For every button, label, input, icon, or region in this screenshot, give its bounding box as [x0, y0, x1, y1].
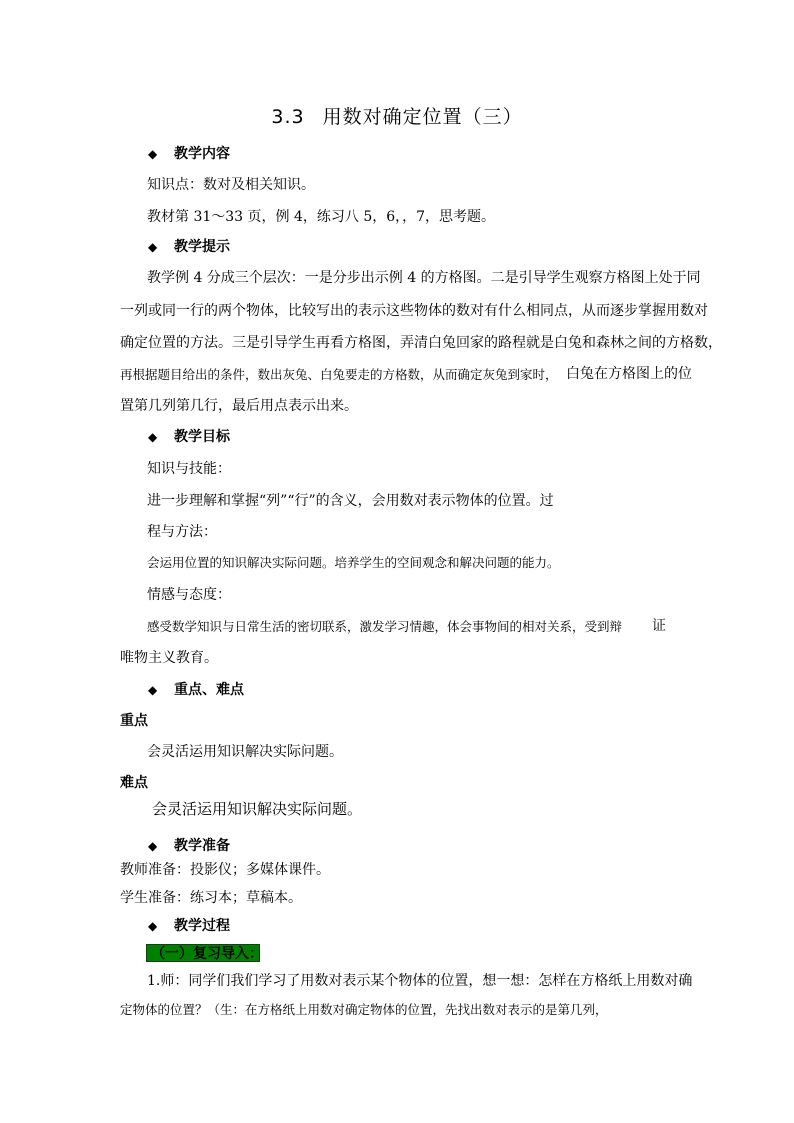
- title-text: 用数对确定位置（三）: [322, 106, 523, 128]
- difficulty-label: 难点: [120, 775, 148, 791]
- tips-line-5: 置第几列第几行，最后用点表示出来。: [120, 398, 358, 414]
- goals-line-1: 知识与技能：: [147, 461, 231, 477]
- key-label: 重点: [120, 713, 148, 729]
- process-line-2: 定物体的位置？（生：在方格纸上用数对确定物体的位置，先找出数对表示的是第几列，: [120, 1002, 608, 1017]
- key-text: 会灵活运用知识解决实际问题。: [147, 744, 343, 760]
- diamond-bullet-icon: ◆: [148, 919, 158, 933]
- diamond-bullet-icon: ◆: [148, 839, 158, 853]
- prep-line-2: 学生准备：练习本；草稿本。: [120, 890, 302, 906]
- goals-line-7: 唯物主义教育。: [120, 650, 218, 666]
- diamond-bullet-icon: ◆: [148, 683, 158, 697]
- goals-line-6b: 证: [652, 618, 666, 634]
- goals-line-5: 情感与态度：: [147, 587, 231, 603]
- tips-line-1: 教学例 4 分成三个层次：一是分步出示例 4 的方格图。二是引导学生观察方格图上处于同: [147, 270, 701, 286]
- content-line-2: 教材第 31～33 页，例 4，练习八 5，6，，7，思考题。: [147, 209, 496, 225]
- prep-line-1: 教师准备：投影仪；多媒体课件。: [120, 862, 330, 878]
- tips-line-3: 确定位置的方法。三是引导学生再看方格图，弄清白兔回家的路程就是白兔和森林之间的方格数，: [120, 335, 722, 351]
- section-heading-process: ◆ 教学过程: [148, 918, 230, 934]
- section-heading-goals: ◆ 教学目标: [148, 429, 230, 445]
- highlighted-subheading: （一）复习导入：: [146, 944, 260, 962]
- tips-line-4: 再根据题目给出的条件，数出灰兔、白兔要走的方格数，从而确定灰兔到家时，: [120, 367, 558, 382]
- content-line-1: 知识点：数对及相关知识。: [147, 177, 315, 193]
- goals-line-3: 程与方法：: [147, 524, 217, 540]
- goals-line-6: 感受数学知识与日常生活的密切联系，激发学习情趣，体会事物间的相对关系，受到辩: [147, 619, 623, 634]
- section-heading-tips: ◆ 教学提示: [148, 239, 230, 255]
- goals-line-4: 会运用位置的知识解决实际问题。培养学生的空间观念和解决问题的能力。: [147, 555, 560, 570]
- section-heading-content: ◆ 教学内容: [148, 146, 230, 162]
- difficulty-text: 会灵活运用知识解决实际问题。: [152, 800, 363, 818]
- section-heading-keypoints: ◆ 重点、难点: [148, 682, 244, 698]
- process-line-1: 1.师：同学们我们学习了用数对表示某个物体的位置，想一想：怎样在方格纸上用数对确: [147, 973, 693, 989]
- diamond-bullet-icon: ◆: [148, 240, 158, 254]
- tips-line-2: 一列或同一行的两个物体，比较写出的表示这些物体的数对有什么相同点，从而逐步掌握用数对: [120, 303, 708, 319]
- title-number: 3.3: [271, 106, 305, 128]
- diamond-bullet-icon: ◆: [148, 147, 158, 161]
- section-heading-prep: ◆ 教学准备: [148, 838, 230, 854]
- page-title: [0, 105, 794, 129]
- diamond-bullet-icon: ◆: [148, 430, 158, 444]
- goals-line-2: 进一步理解和掌握“列”“行”的含义，会用数对表示物体的位置。过: [147, 493, 554, 509]
- tips-line-4b: 白兔在方格图上的位: [566, 366, 692, 382]
